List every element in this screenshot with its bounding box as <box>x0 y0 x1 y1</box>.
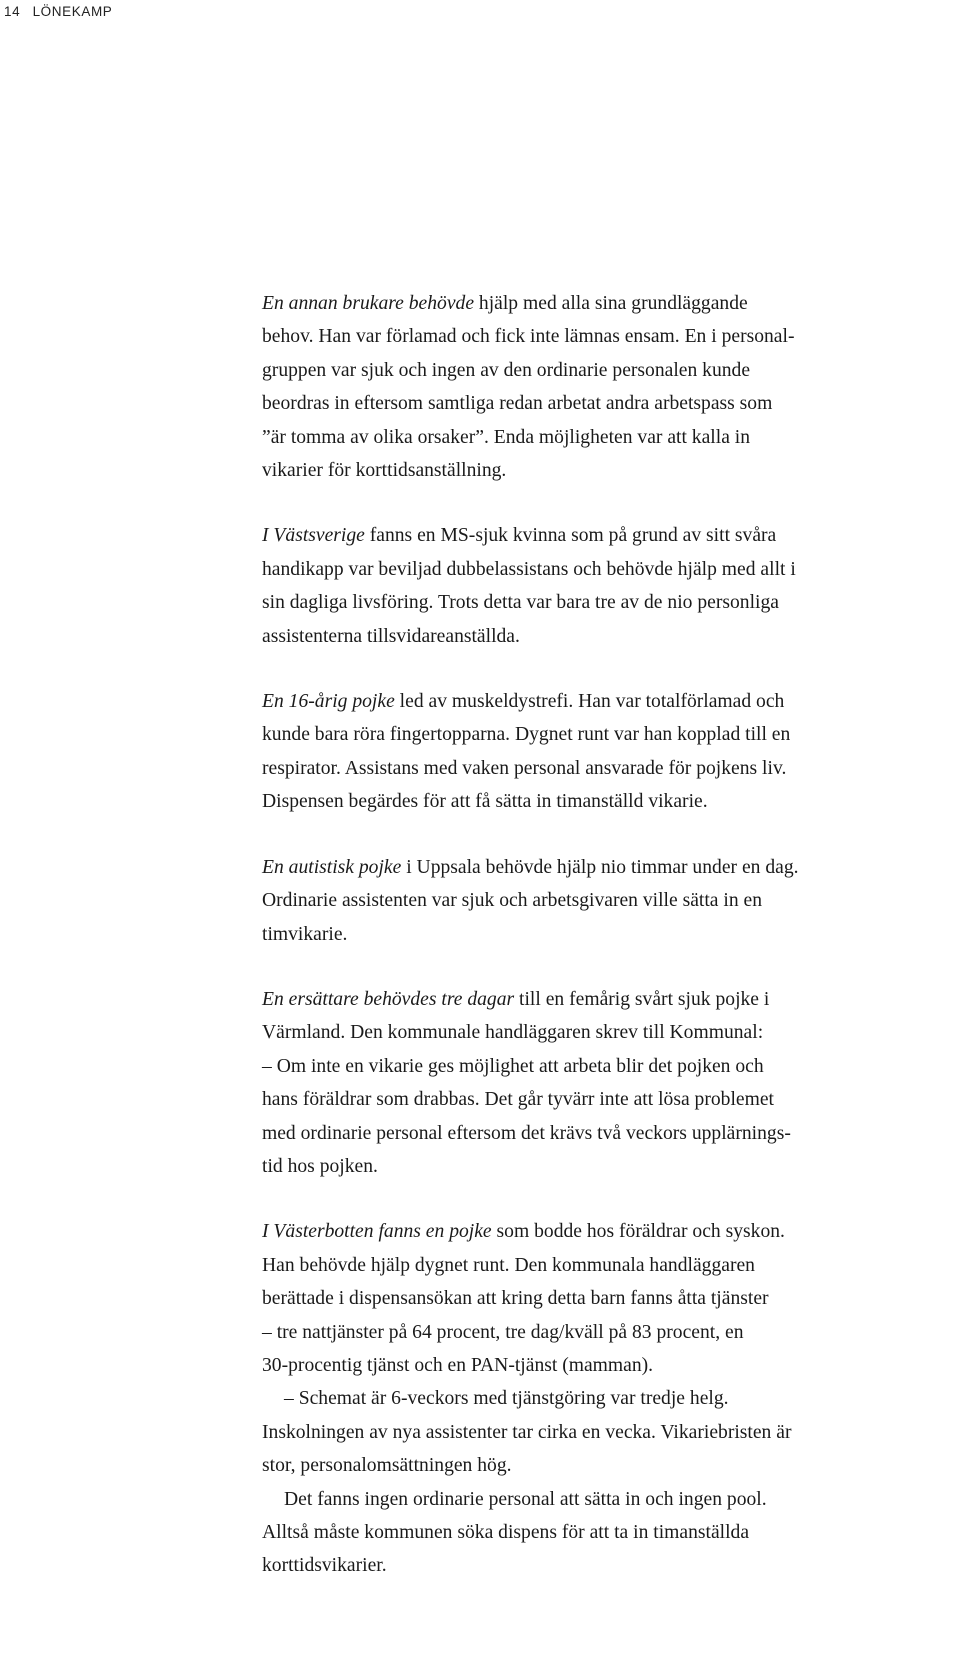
text-line <box>262 685 922 718</box>
paragraph-2 <box>262 519 922 653</box>
text-line: handikapp var beviljad dubbelassistans och behövde hjälp med allt i <box>262 558 796 580</box>
section-title: LÖNEKAMP <box>32 4 113 19</box>
text-line: Värmland. Den kommunale handläggaren skrev till Kommunal: <box>262 1022 764 1044</box>
italic-lead: En ersättare behövdes tre dagar <box>262 988 515 1010</box>
text-line: – tre nattjänster på 64 procent, tre dag/kväll på 83 procent, en <box>262 1321 744 1343</box>
text-line <box>262 851 922 884</box>
text-line: Dispensen begärdes för att få sätta in timanställd vikarie. <box>262 791 708 813</box>
text-line: respirator. Assistans med vaken personal ansvarade för pojkens liv. <box>262 757 787 779</box>
italic-lead: I Västerbotten fanns en pojke <box>262 1221 492 1243</box>
italic-lead: En autistisk pojke <box>262 856 402 878</box>
text-line: Inskolningen av nya assistenter tar cirka en vecka. Vikariebristen är <box>262 1421 792 1443</box>
text-line: ”är tomma av olika orsaker”. Enda möjligheten var att kalla in <box>262 426 751 448</box>
text-line: behov. Han var förlamad och fick inte lämnas ensam. En i personal- <box>262 326 795 348</box>
line-rest: led av muskeldystrefi. Han var totalförlamad och <box>394 691 785 713</box>
paragraph-4 <box>262 851 922 951</box>
line-rest: fanns en MS-sjuk kvinna som på grund av sitt svåra <box>364 525 777 547</box>
line-rest: som bodde hos föräldrar och syskon. <box>491 1221 785 1243</box>
text-line: 30-procentig tjänst och en PAN-tjänst (mamman). <box>262 1354 654 1376</box>
line-rest: i Uppsala behövde hjälp nio timmar under en dag. <box>401 856 799 878</box>
text-line: assistenterna tillsvidareanställda. <box>262 625 520 647</box>
text-line: tid hos pojken. <box>262 1155 378 1177</box>
text-line: Han behövde hjälp dygnet runt. Den kommunala handläggaren <box>262 1254 755 1276</box>
text-line <box>262 519 922 552</box>
text-line <box>262 287 922 320</box>
italic-lead: I Västsverige <box>262 525 365 547</box>
text-line: berättade i dispensansökan att kring detta barn fanns åtta tjänster <box>262 1288 769 1310</box>
text-line <box>262 983 922 1016</box>
article-body <box>262 287 922 1615</box>
line-rest: till en femårig svårt sjuk pojke i <box>514 988 770 1010</box>
text-line: – Om inte en vikarie ges möjlighet att arbeta blir det pojken och <box>262 1055 764 1077</box>
text-line: beordras in eftersom samtliga redan arbetat andra arbetspass som <box>262 393 773 415</box>
text-line: stor, personalomsättningen hög. <box>262 1455 512 1477</box>
text-line: vikarier för korttidsanställning. <box>262 460 507 482</box>
text-line: timvikarie. <box>262 923 348 945</box>
paragraph-1 <box>262 287 922 487</box>
text-line: Alltså måste kommunen söka dispens för att ta in timanställda <box>262 1522 750 1543</box>
text-line: kunde bara röra fingertopparna. Dygnet runt var han kopplad till en <box>262 724 791 746</box>
text-line: sin dagliga livsföring. Trots detta var bara tre av de nio personliga <box>262 592 779 614</box>
text-line-indented: Det fanns ingen ordinarie personal att sätta in och ingen pool. <box>284 1488 767 1510</box>
page-number: 14 <box>4 4 21 19</box>
line-rest: hjälp med alla sina grundläggande <box>474 293 748 314</box>
text-line: med ordinarie personal eftersom det krävs två veckors upplärnings- <box>262 1122 791 1144</box>
text-line: Ordinarie assistenten var sjuk och arbetsgivaren ville sätta in en <box>262 890 763 912</box>
italic-lead: En annan brukare behövde <box>262 293 475 314</box>
text-line: gruppen var sjuk och ingen av den ordinarie personalen kunde <box>262 359 751 381</box>
text-line: hans föräldrar som drabbas. Det går tyvärr inte att lösa problemet <box>262 1089 774 1111</box>
text-line <box>262 1215 922 1248</box>
text-line: korttidsvikarier. <box>262 1555 387 1577</box>
italic-lead: En 16-årig pojke <box>262 691 395 713</box>
paragraph-5 <box>262 983 922 1183</box>
running-header <box>4 4 112 19</box>
paragraph-3 <box>262 685 922 819</box>
text-line-indented: – Schemat är 6-veckors med tjänstgöring var tredje helg. <box>284 1388 729 1410</box>
paragraph-6 <box>262 1215 922 1582</box>
